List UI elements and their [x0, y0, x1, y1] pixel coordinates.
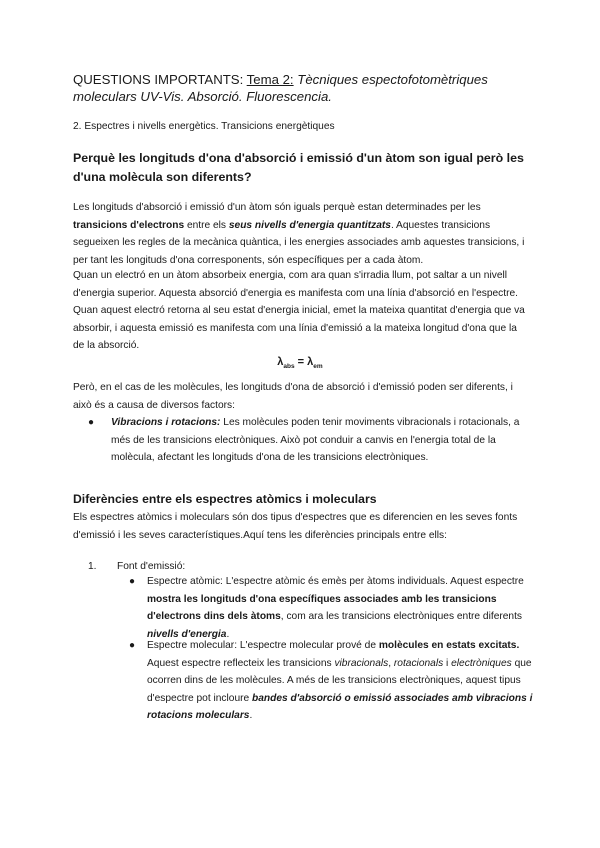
s1-bold: mostra les longituds d'ona específiques associades amb les transicions d'electrons dins dels àtoms — [147, 593, 497, 623]
bullet-item-vibracions — [88, 414, 531, 467]
section-heading: 2. Espectres i nivells energètics. Transicions energètiques — [73, 121, 335, 132]
sub-bullet-molecular — [129, 637, 537, 725]
list-label: Font d'emissió: — [117, 561, 186, 572]
s2-bold: molècules en estats excitats. — [378, 640, 520, 651]
s2-text-i: que ocorren dins de les molècules. A més de les transicions electròniques, aquest tipus d'espectre pot incloure — [147, 657, 532, 704]
s2-text-c: Aquest espectre reflecteix les transicions — [147, 657, 335, 669]
s2-text-a: Espectre molecular: L'espectre molecular prové de — [147, 640, 379, 651]
question-heading: Perquè les longituds d'ona d'absorció i emissió d'un àtom son igual però les d'una molècula son diferents? — [73, 151, 524, 184]
formula-equals: = — [294, 356, 308, 368]
bullet-icon: ● — [88, 417, 95, 428]
s2-italic-rot: rotacionals — [393, 657, 444, 669]
s2-bold-italic: bandes d'absorció o emissió associades amb vibracions i rotacions moleculars — [147, 692, 533, 722]
bullet-icon: ● — [129, 576, 136, 587]
p1-text-e: . Aquestes transicions segueixen les regles de la mecànica quàntica, i les energies associades amb aquestes transicions, i per tant les longituds d'ona corresponents, són específiques per a cada àtom. — [73, 219, 525, 266]
s2-italic-elec: electròniques — [451, 657, 512, 669]
bullet-term: Vibracions i rotacions: — [111, 417, 221, 428]
s2-text-g: i — [443, 657, 452, 669]
p1-text-c: entre els — [184, 219, 229, 231]
subheading-diferencies: Diferències entre els espectres atòmics i moleculars — [73, 492, 377, 506]
lambda-1: λ — [277, 356, 284, 368]
paragraph-4: Els espectres atòmics i moleculars són dos tipus d'espectres que es diferencien en les seves fonts d'emissió i les seves característiques.Aquí tens les diferències principals entre ells: — [73, 512, 518, 541]
bullet-icon: ● — [129, 640, 136, 651]
s2-text-e: , — [388, 657, 394, 669]
sub-bullet-atomic — [129, 573, 537, 643]
header-title: Tècniques espectofotomètriques moleculars UV-Vis. Absorció. Fluorescencia. — [73, 72, 488, 104]
lambda-2: λ — [307, 356, 314, 368]
paragraph-3: Però, en el cas de les molècules, les longituds d'ona de absorció i d'emissió poden ser diferents, i això és a causa de diversos factors: — [73, 382, 513, 411]
header-tema: Tema 2: — [246, 72, 294, 87]
document-header — [73, 72, 543, 105]
formula-sub-em: em — [313, 363, 323, 371]
p1-text-a: Les longituds d'absorció i emissió d'un àtom són iguals perquè estan determinades per les — [73, 202, 481, 213]
p1-bold: transicions d'electrons — [73, 219, 185, 231]
formula-sub-abs: abs — [283, 363, 295, 371]
paragraph-1 — [73, 199, 529, 269]
p1-bold-italic: seus nivells d'energia quantitzats — [228, 219, 391, 231]
ordered-list-item-1 — [88, 561, 185, 572]
s1-text-c: , com ara les transicions electròniques entre diferents — [280, 611, 523, 623]
s1-bold-italic: nivells d'energia — [147, 628, 227, 640]
bullet-text: Les molècules poden tenir moviments vibracionals i rotacionals, a més de les transicions electròniques. Això pot conduir a canvis en l'energia total de la molècula, afectant les longituds d'ona de les transicions electròniques. — [111, 417, 520, 464]
s2-italic-vib: vibracionals — [334, 657, 389, 669]
s1-text-a: Espectre atòmic: L'espectre atòmic és emès per àtoms individuals. Aquest espectre — [147, 576, 524, 587]
header-prefix: QUESTIONS IMPORTANTS: — [73, 72, 247, 87]
list-number: 1. — [88, 561, 97, 572]
formula — [0, 356, 600, 370]
s1-text-e: . — [226, 628, 230, 640]
paragraph-2: Quan un electró en un àtom absorbeix energia, com ara quan s'irradia llum, pot saltar a un nivell d'energia superior. Aquesta absorció d'energia es manifesta com una línia d'absorció en l'espectre. Quan aquest electró retorna al seu estat d'energia inicial, emet la mateixa quantitat d'energia que va absorbir, i aquesta emissió es manifesta com una línia d'emissió a la mateixa longitud d'ona que la de la absorció. — [73, 270, 525, 352]
s2-text-k: . — [249, 710, 253, 722]
